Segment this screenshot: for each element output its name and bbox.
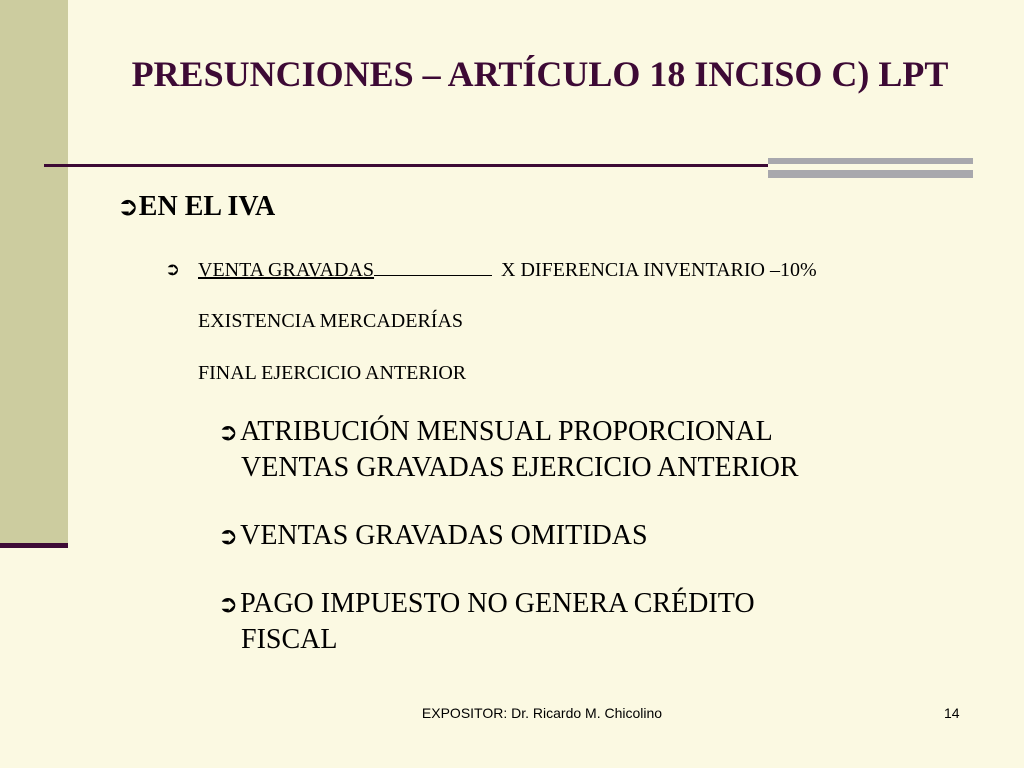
bullet-level3-item <box>218 414 938 486</box>
bullet-level3-line2: FISCAL <box>241 624 338 655</box>
bullet-level3-item <box>218 518 938 554</box>
bullet-level3-line1: VENTAS GRAVADAS OMITIDAS <box>240 520 648 551</box>
left-decorative-bar <box>0 0 68 543</box>
arrow-right-circle-icon: ➲ <box>218 418 239 446</box>
bullet-level1 <box>117 190 275 224</box>
formula-bullet <box>165 256 186 283</box>
footer-page-number: 14 <box>944 705 960 721</box>
arrow-right-circle-icon: ➲ <box>218 522 239 550</box>
formula-numerator: VENTA GRAVADAS <box>198 259 375 281</box>
bullet-level1-text: EN EL IVA <box>138 191 276 222</box>
arrow-right-circle-icon: ➲ <box>165 259 181 280</box>
title-divider <box>44 164 768 167</box>
grey-divider-top <box>768 158 973 164</box>
footer-presenter: EXPOSITOR: Dr. Ricardo M. Chicolino <box>421 705 663 721</box>
slide-title: PRESUNCIONES – ARTÍCULO 18 INCISO C) LPT <box>131 54 949 94</box>
formula-denominator-line1: EXISTENCIA MERCADERÍAS <box>198 310 464 332</box>
bullet-level3-line1: ATRIBUCIÓN MENSUAL PROPORCIONAL <box>240 416 773 447</box>
formula-multiplier: X DIFERENCIA INVENTARIO –10% <box>501 259 817 281</box>
bullet-level3-line1: PAGO IMPUESTO NO GENERA CRÉDITO <box>240 588 755 619</box>
arrow-right-circle-icon: ➲ <box>218 590 239 618</box>
formula-numerator-line <box>198 256 817 283</box>
left-bar-rule <box>0 543 68 548</box>
formula-denominator-line2: FINAL EJERCICIO ANTERIOR <box>198 362 467 384</box>
bullet-level3-line2: VENTAS GRAVADAS EJERCICIO ANTERIOR <box>241 452 799 483</box>
arrow-right-circle-icon: ➲ <box>117 192 139 222</box>
grey-divider-bottom <box>768 170 973 178</box>
fraction-bar <box>374 256 492 276</box>
bullet-level3-item <box>218 586 938 658</box>
